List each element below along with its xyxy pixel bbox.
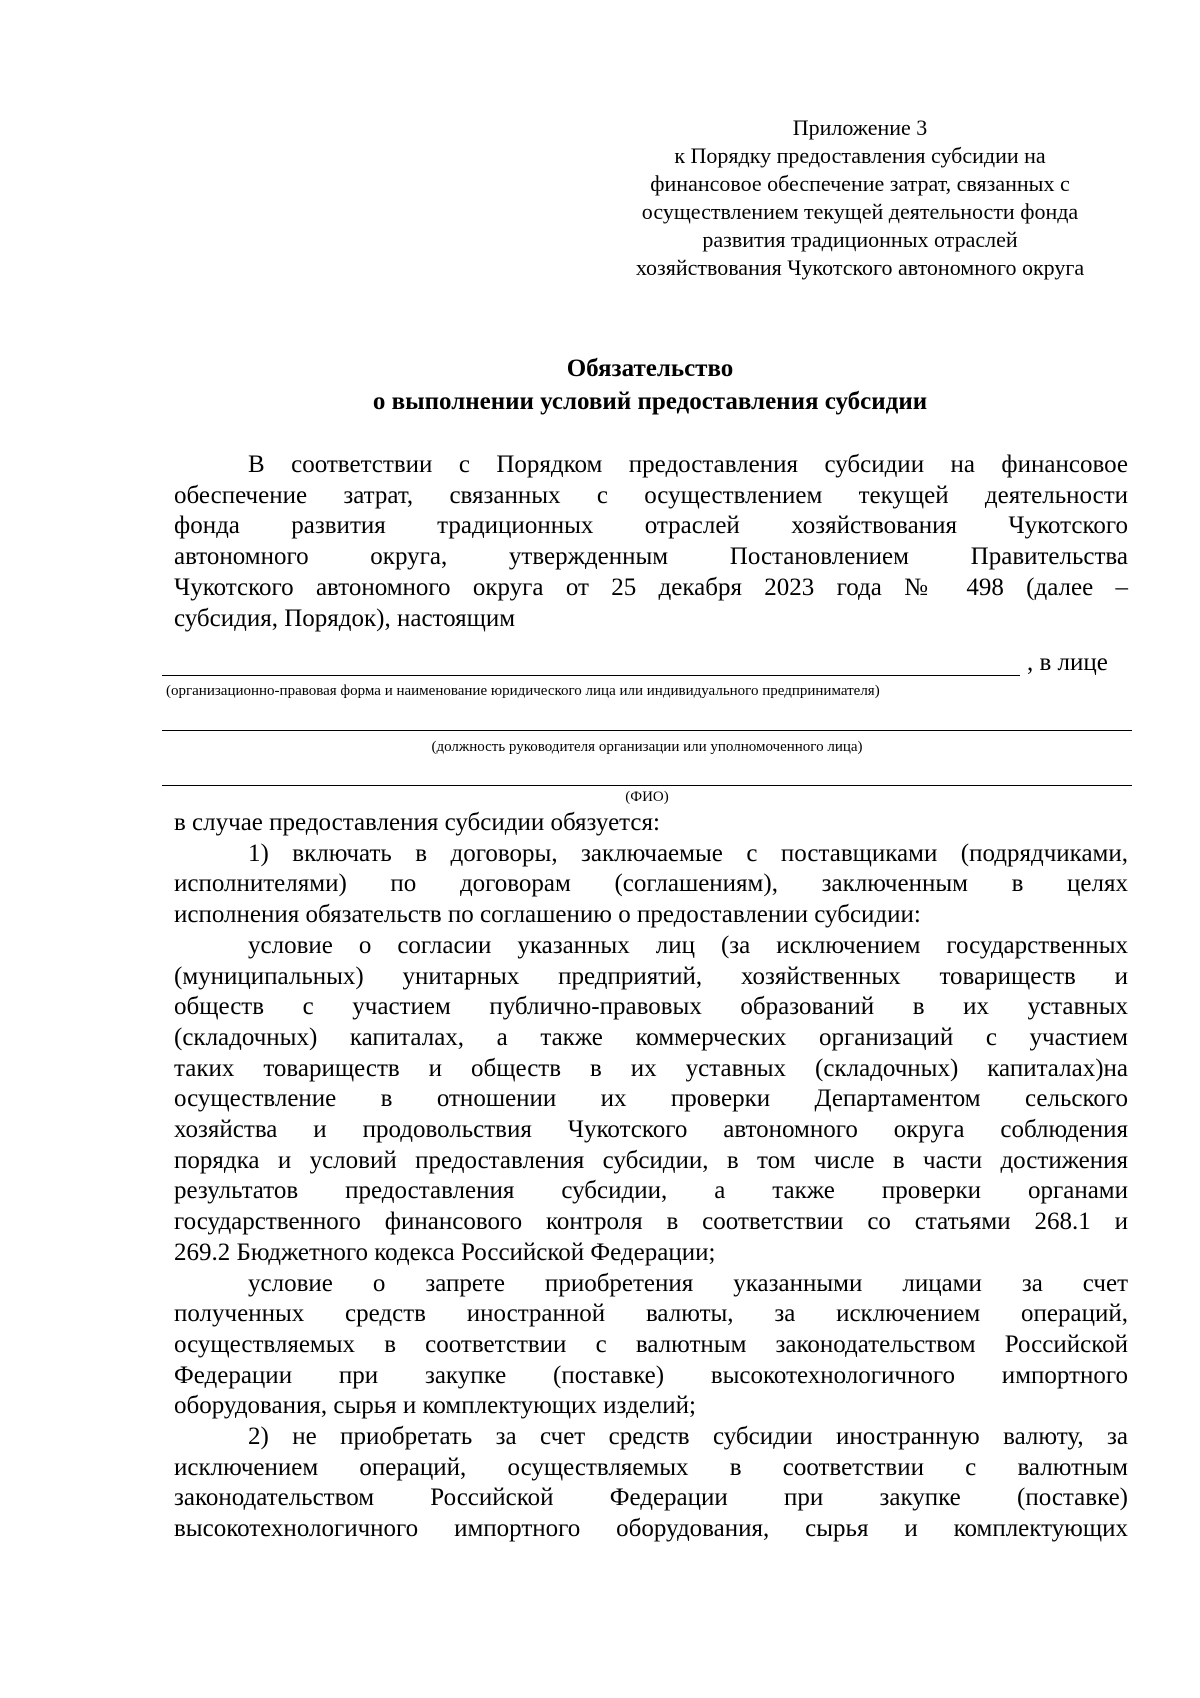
cond1-line: условие о согласии указанных лиц (за исключением государственных [248, 931, 1128, 959]
item1-line: исполнения обязательств по соглашению о предоставлении субсидии: [174, 901, 921, 929]
fio-blank[interactable] [162, 785, 1132, 786]
item2-line: законодательством Российской Федерации при закупке (поставке) [174, 1484, 1128, 1512]
in-person-text: , в лице [1027, 649, 1108, 676]
cond2-line: полученных средств иностранной валюты, за исключением операций, [174, 1300, 1128, 1328]
appendix-line: осуществлением текущей деятельности фонда [641, 199, 1079, 224]
cond1-line: (муниципальных) унитарных предприятий, хозяйственных товариществ и [174, 962, 1128, 990]
intro-line: автономного округа, утвержденным Постановлением Правительства [174, 543, 1128, 571]
item2-line: высокотехнологичного импортного оборудования, сырья и комплектующих [174, 1515, 1128, 1543]
item2-line: 2) не приобретать за счет средств субсидии иностранную валюту, за [248, 1423, 1128, 1451]
document-title [170, 352, 1130, 418]
org-name-blank[interactable] [162, 675, 1020, 676]
item2-line: исключением операций, осуществляемых в соответствии с валютным [174, 1453, 1128, 1481]
cond1-line: обществ с участием публично-правовых образований в их уставных [174, 993, 1128, 1021]
cond1-line: порядка и условий предоставления субсидии, в том числе в части достижения [174, 1146, 1128, 1174]
intro-line: В соответствии с Порядком предоставления субсидии на финансовое [248, 451, 1128, 478]
cond2-line: Федерации при закупке (поставке) высокотехнологичного импортного [174, 1361, 1128, 1389]
cond2-line: оборудования, сырья и комплектующих изделий; [174, 1392, 696, 1420]
intro-line: субсидия, Порядок), настоящим [174, 604, 516, 632]
cond1-line: государственного финансового контроля в соответствии со статьями 268.1 и [174, 1208, 1128, 1236]
appendix-line: финансовое обеспечение затрат, связанных с [650, 171, 1070, 196]
cond1-line: (складочных) капиталах, а также коммерческих организаций с участием [174, 1023, 1128, 1051]
intro-line: фонда развития традиционных отраслей хозяйствования Чукотского [174, 512, 1128, 540]
item1-line: 1) включать в договоры, заключаемые с поставщиками (подрядчиками, [248, 839, 1128, 867]
org-name-caption: (организационно-правовая форма и наименование юридического лица или индивидуального предпринимателя) [166, 683, 880, 699]
cond2-line: условие о запрете приобретения указанными лицами за счет [248, 1269, 1128, 1297]
title-line-2: о выполнении условий предоставления субсидии [372, 388, 928, 415]
cond1-line: 269.2 Бюджетного кодекса Российской Федерации; [174, 1238, 716, 1266]
item1-line: исполнителями) по договорам (соглашениям), заключенным в целях [174, 870, 1128, 898]
fio-caption: (ФИО) [625, 789, 669, 805]
position-caption: (должность руководителя организации или уполномоченного лица) [431, 739, 863, 755]
cond2-line: осуществляемых в соответствии с валютным законодательством Российской [174, 1330, 1128, 1358]
intro-line: обеспечение затрат, связанных с осуществлением текущей деятельности [174, 481, 1128, 509]
obligations-section [174, 808, 1128, 1545]
cond1-line: результатов предоставления субсидии, а также проверки органами [174, 1177, 1128, 1205]
intro-paragraph [174, 450, 1128, 634]
title-line-1: Обязательство [566, 355, 734, 382]
cond1-line: хозяйства и продовольствия Чукотского автономного округа соблюдения [174, 1116, 1128, 1144]
appendix-line: к Порядку предоставления субсидии на [674, 143, 1046, 168]
obligations-lead: в случае предоставления субсидии обязуется: [174, 809, 660, 836]
appendix-line: Приложение 3 [792, 115, 928, 140]
appendix-header [610, 114, 1110, 282]
position-blank[interactable] [162, 730, 1132, 731]
appendix-line: хозяйствования Чукотского автономного округа [635, 255, 1085, 280]
cond1-line: таких товариществ и обществ в их уставных (складочных) капиталах)на [174, 1054, 1128, 1082]
intro-line: Чукотского автономного округа от 25 декабря 2023 года № 498 (далее – [174, 573, 1128, 601]
appendix-line: развития традиционных отраслей [702, 227, 1018, 252]
cond1-line: осуществление в отношении их проверки Департаментом сельского [174, 1085, 1128, 1113]
